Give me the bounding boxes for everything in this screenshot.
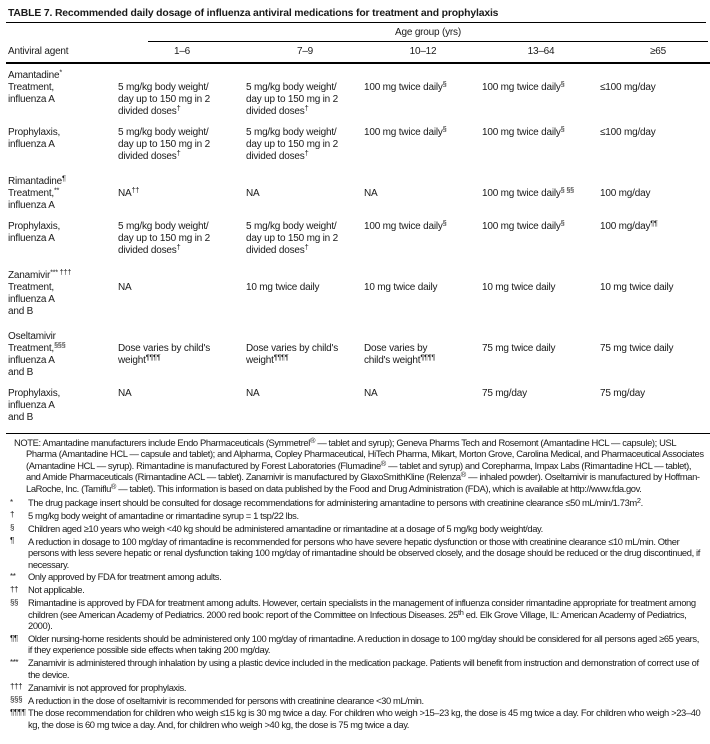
dose-cell: 5 mg/kg body weight/ day up to 150 mg in 2 divided doses† [118, 82, 210, 117]
dose-cell: Dose varies by child's weight¶¶¶¶ [364, 343, 436, 366]
footnotes [6, 496, 706, 732]
table-row [6, 388, 710, 434]
dose-cell: 10 mg twice daily [600, 282, 674, 293]
drug-section-row [6, 327, 710, 343]
footnote-text: 5 mg/kg body weight of amantadine or rimantadine syrup = 1 tsp/22 lbs. [28, 509, 299, 521]
dose-cell: 100 mg twice daily§ [364, 124, 447, 138]
table-row [6, 127, 710, 172]
table-header [6, 23, 710, 63]
age-col-header-13-64: 13–64 [482, 42, 600, 63]
footnote-marker: *** [10, 657, 19, 667]
footnote [6, 633, 706, 657]
drug-section-row [6, 63, 710, 82]
dose-cell: 100 mg/day¶¶ [600, 218, 658, 232]
dose-cell: 5 mg/kg body weight/ day up to 150 mg in 2 divided doses† [118, 127, 210, 162]
dosage-table-body [6, 63, 710, 434]
dose-cell: NA [118, 388, 132, 399]
footnote-text: Children aged ≥10 years who weigh <40 kg should be administered amantadine or rimantadine at a dosage of 5 mg/kg body weight/day. [28, 522, 543, 534]
drug-group-label: Amantadine* [8, 67, 62, 81]
age-col-header-65plus: ≥65 [600, 42, 710, 63]
dosage-table [6, 23, 710, 434]
dose-cell: Dose varies by child's weight¶¶¶¶ [246, 343, 338, 366]
dose-cell: NA [364, 188, 378, 199]
row-label: Treatment,** influenza A [8, 185, 60, 211]
antiviral-agent-header: Antiviral agent [6, 42, 118, 63]
dose-cell: NA [246, 388, 260, 399]
dose-cell: 10 mg twice daily [246, 282, 320, 293]
dose-cell: NA [118, 282, 132, 293]
dose-cell: 75 mg twice daily [482, 343, 556, 354]
footnote-marker: †† [10, 584, 19, 594]
footnote-text: Zanamivir is not approved for prophylaxis. [28, 681, 187, 693]
drug-group-label: Oseltamivir [8, 331, 56, 342]
table-row [6, 82, 710, 127]
footnote-text: A reduction in dosage to 100 mg/day of rimantadine is recommended for persons who have severe hepatic dysfunction or those with creatinine clearance ≤10 mL/min. Other persons with less severe hepatic or renal dysfunction taking 100 mg/day of rimantadine should be observed closely, and the dosage should be reduced or the drug discontinued, if necessary. [28, 535, 700, 570]
footnote-marker: § [10, 523, 15, 533]
footnote [6, 597, 706, 633]
dose-cell: ≤100 mg/day [600, 127, 656, 138]
dose-cell: NA†† [118, 185, 140, 199]
table-note: NOTE: Amantadine manufacturers include Endo Pharmaceuticals (Symmetrel® — tablet and syrup); Geneva Pharms Tech and Rosemont (Amantadine HCL — capsule); USL Pharma (Amantadine HCL — capsule and tablet); and Alpharma, Copley Pharmaceutical, HiTech Pharma, Mikart, Morton Grove, Carolina Medical, and Pharmaceutical Associates (Amantadine HCL — syrup). Rimantadine is manufactured by Forest Laboratories (Flumadine® — tablet and syrup) and Corepharma, Impax Labs (Rimantadine HCL — tablet), and Amide Pharmaceuticals (Rimantadine ACL — tablet). Zanamivir is manufactured by GlaxoSmithKline (Relenza® — inhaled powder). Oseltamivir is manufactured by Hoffman-LaRoche, Inc. (Tamiflu® — tablet). This information is based on data published by the Food and Drug Administration (FDA), which is available at http://www.fda.gov. [14, 436, 704, 494]
dose-cell: ≤100 mg/day [600, 82, 656, 93]
dose-cell: 5 mg/kg body weight/ day up to 150 mg in 2 divided doses† [118, 221, 210, 256]
footnote-text: Only approved by FDA for treatment among adults. [28, 571, 222, 583]
footnote [6, 682, 706, 695]
table-title: TABLE 7. Recommended daily dosage of influenza antiviral medications for treatment and prophylaxis [6, 5, 706, 23]
footnote-text: Zanamivir is administered through inhalation by using a plastic device included in the medication package. Patients will benefit from instruction and demonstration of correct use of the device. [28, 657, 699, 680]
footnote-marker: ††† [10, 682, 23, 692]
footnote-marker: ** [10, 571, 16, 581]
footnote [6, 497, 706, 510]
table-row [6, 282, 710, 327]
footnote-marker: ¶¶¶¶ [10, 707, 26, 717]
dose-cell: 75 mg twice daily [600, 343, 674, 354]
dose-cell: 5 mg/kg body weight/ day up to 150 mg in 2 divided doses† [246, 127, 338, 162]
row-label: Prophylaxis, influenza A [8, 127, 61, 150]
dose-cell: NA [364, 388, 378, 399]
footnote [6, 657, 706, 681]
age-group-header-cell [118, 23, 710, 42]
dose-cell: 100 mg twice daily§ [482, 218, 565, 232]
footnote [6, 584, 706, 597]
age-group-span-row [6, 23, 710, 42]
age-col-header-1-6: 1–6 [118, 42, 246, 63]
dose-cell: 10 mg twice daily [482, 282, 556, 293]
dose-cell: 10 mg twice daily [364, 282, 438, 293]
drug-section-row [6, 266, 710, 282]
dose-cell: 5 mg/kg body weight/ day up to 150 mg in 2 divided doses† [246, 221, 338, 256]
footnote-text: Not applicable. [28, 584, 85, 596]
dose-cell: 100 mg twice daily§ [482, 79, 565, 93]
dose-cell: 100 mg twice daily§ [482, 124, 565, 138]
age-col-header-7-9: 7–9 [246, 42, 364, 63]
footnote [6, 707, 706, 731]
footnote-text: The drug package insert should be consulted for dosage recommendations for administering amantadine to persons with creatinine clearance ≤50 $mL/\min/1.73m^2$. [28, 496, 643, 509]
footnote-marker: † [10, 510, 15, 520]
footnote-marker: * [10, 497, 13, 507]
drug-group-label: Zanamivir*** ††† [8, 267, 72, 281]
dose-cell: Dose varies by child's weight¶¶¶¶ [118, 343, 210, 366]
drug-group-label: Rimantadine¶ [8, 173, 66, 187]
row-label: Treatment,§§§ influenza A and B [8, 340, 66, 378]
dose-cell: NA [246, 188, 260, 199]
footnote-marker: ¶ [10, 536, 14, 546]
age-group-header: Age group (yrs) [148, 23, 708, 42]
column-header-row [6, 42, 710, 63]
dose-cell: 100 mg twice daily§ [364, 79, 447, 93]
drug-section-row [6, 172, 710, 188]
row-label: Prophylaxis, influenza A [8, 221, 61, 244]
dose-cell: 75 mg/day [482, 388, 527, 399]
footnote [6, 695, 706, 708]
dose-cell: 5 mg/kg body weight/ day up to 150 mg in 2 divided doses† [246, 82, 338, 117]
footnote [6, 571, 706, 584]
table-row [6, 343, 710, 388]
footnote [6, 536, 706, 572]
footnote-text: The dose recommendation for children who weigh ≤15 kg is 30 mg twice a day. For children who weigh >15–23 kg, the dose is 45 mg twice a day. For children who weigh >23–40 kg, the dose is 60 mg twice a day. And, for children who weigh >40 kg, the dose is 75 mg twice a day. [28, 707, 701, 730]
table-row [6, 188, 710, 221]
footnote-marker: §§ [10, 597, 19, 607]
age-group-spacer [6, 23, 118, 42]
table-row [6, 221, 710, 266]
footnote [6, 523, 706, 536]
dose-cell: 100 mg twice daily§ [364, 218, 447, 232]
footnote-marker: §§§ [10, 695, 23, 705]
footnote-text: Older nursing-home residents should be administered only 100 mg/day of rimantadine. A reduction in dosage to 100 mg/day should be considered for all persons aged ≥65 years, if they experience possible side effects when taking 200 mg/day. [28, 633, 699, 656]
footnote-text: Rimantadine is approved by FDA for treatment among adults. However, certain specialists in the management of influenza consider rimantadine appropriate for treatment among children (see American Academy of Pediatrics. 2000 red book: report of the Committee on Infectious Diseases. 25th ed. Elk Grove Village, IL: American Academy of Pediatrics, 2000). [28, 597, 696, 632]
row-label: Treatment, influenza A and B [8, 282, 55, 317]
dose-cell: 100 mg twice daily§ §§ [482, 185, 574, 199]
dose-cell: 75 mg/day [600, 388, 645, 399]
dose-cell: 100 mg/day [600, 188, 651, 199]
footnote [6, 510, 706, 523]
age-col-header-10-12: 10–12 [364, 42, 482, 63]
footnote-marker: ¶¶ [10, 633, 18, 643]
row-label: Treatment, influenza A [8, 82, 55, 105]
row-label: Prophylaxis, influenza A and B [8, 388, 61, 423]
footnote-text: A reduction in the dose of oseltamivir is recommended for persons with creatinine clearance <30 mL/min. [28, 694, 424, 706]
